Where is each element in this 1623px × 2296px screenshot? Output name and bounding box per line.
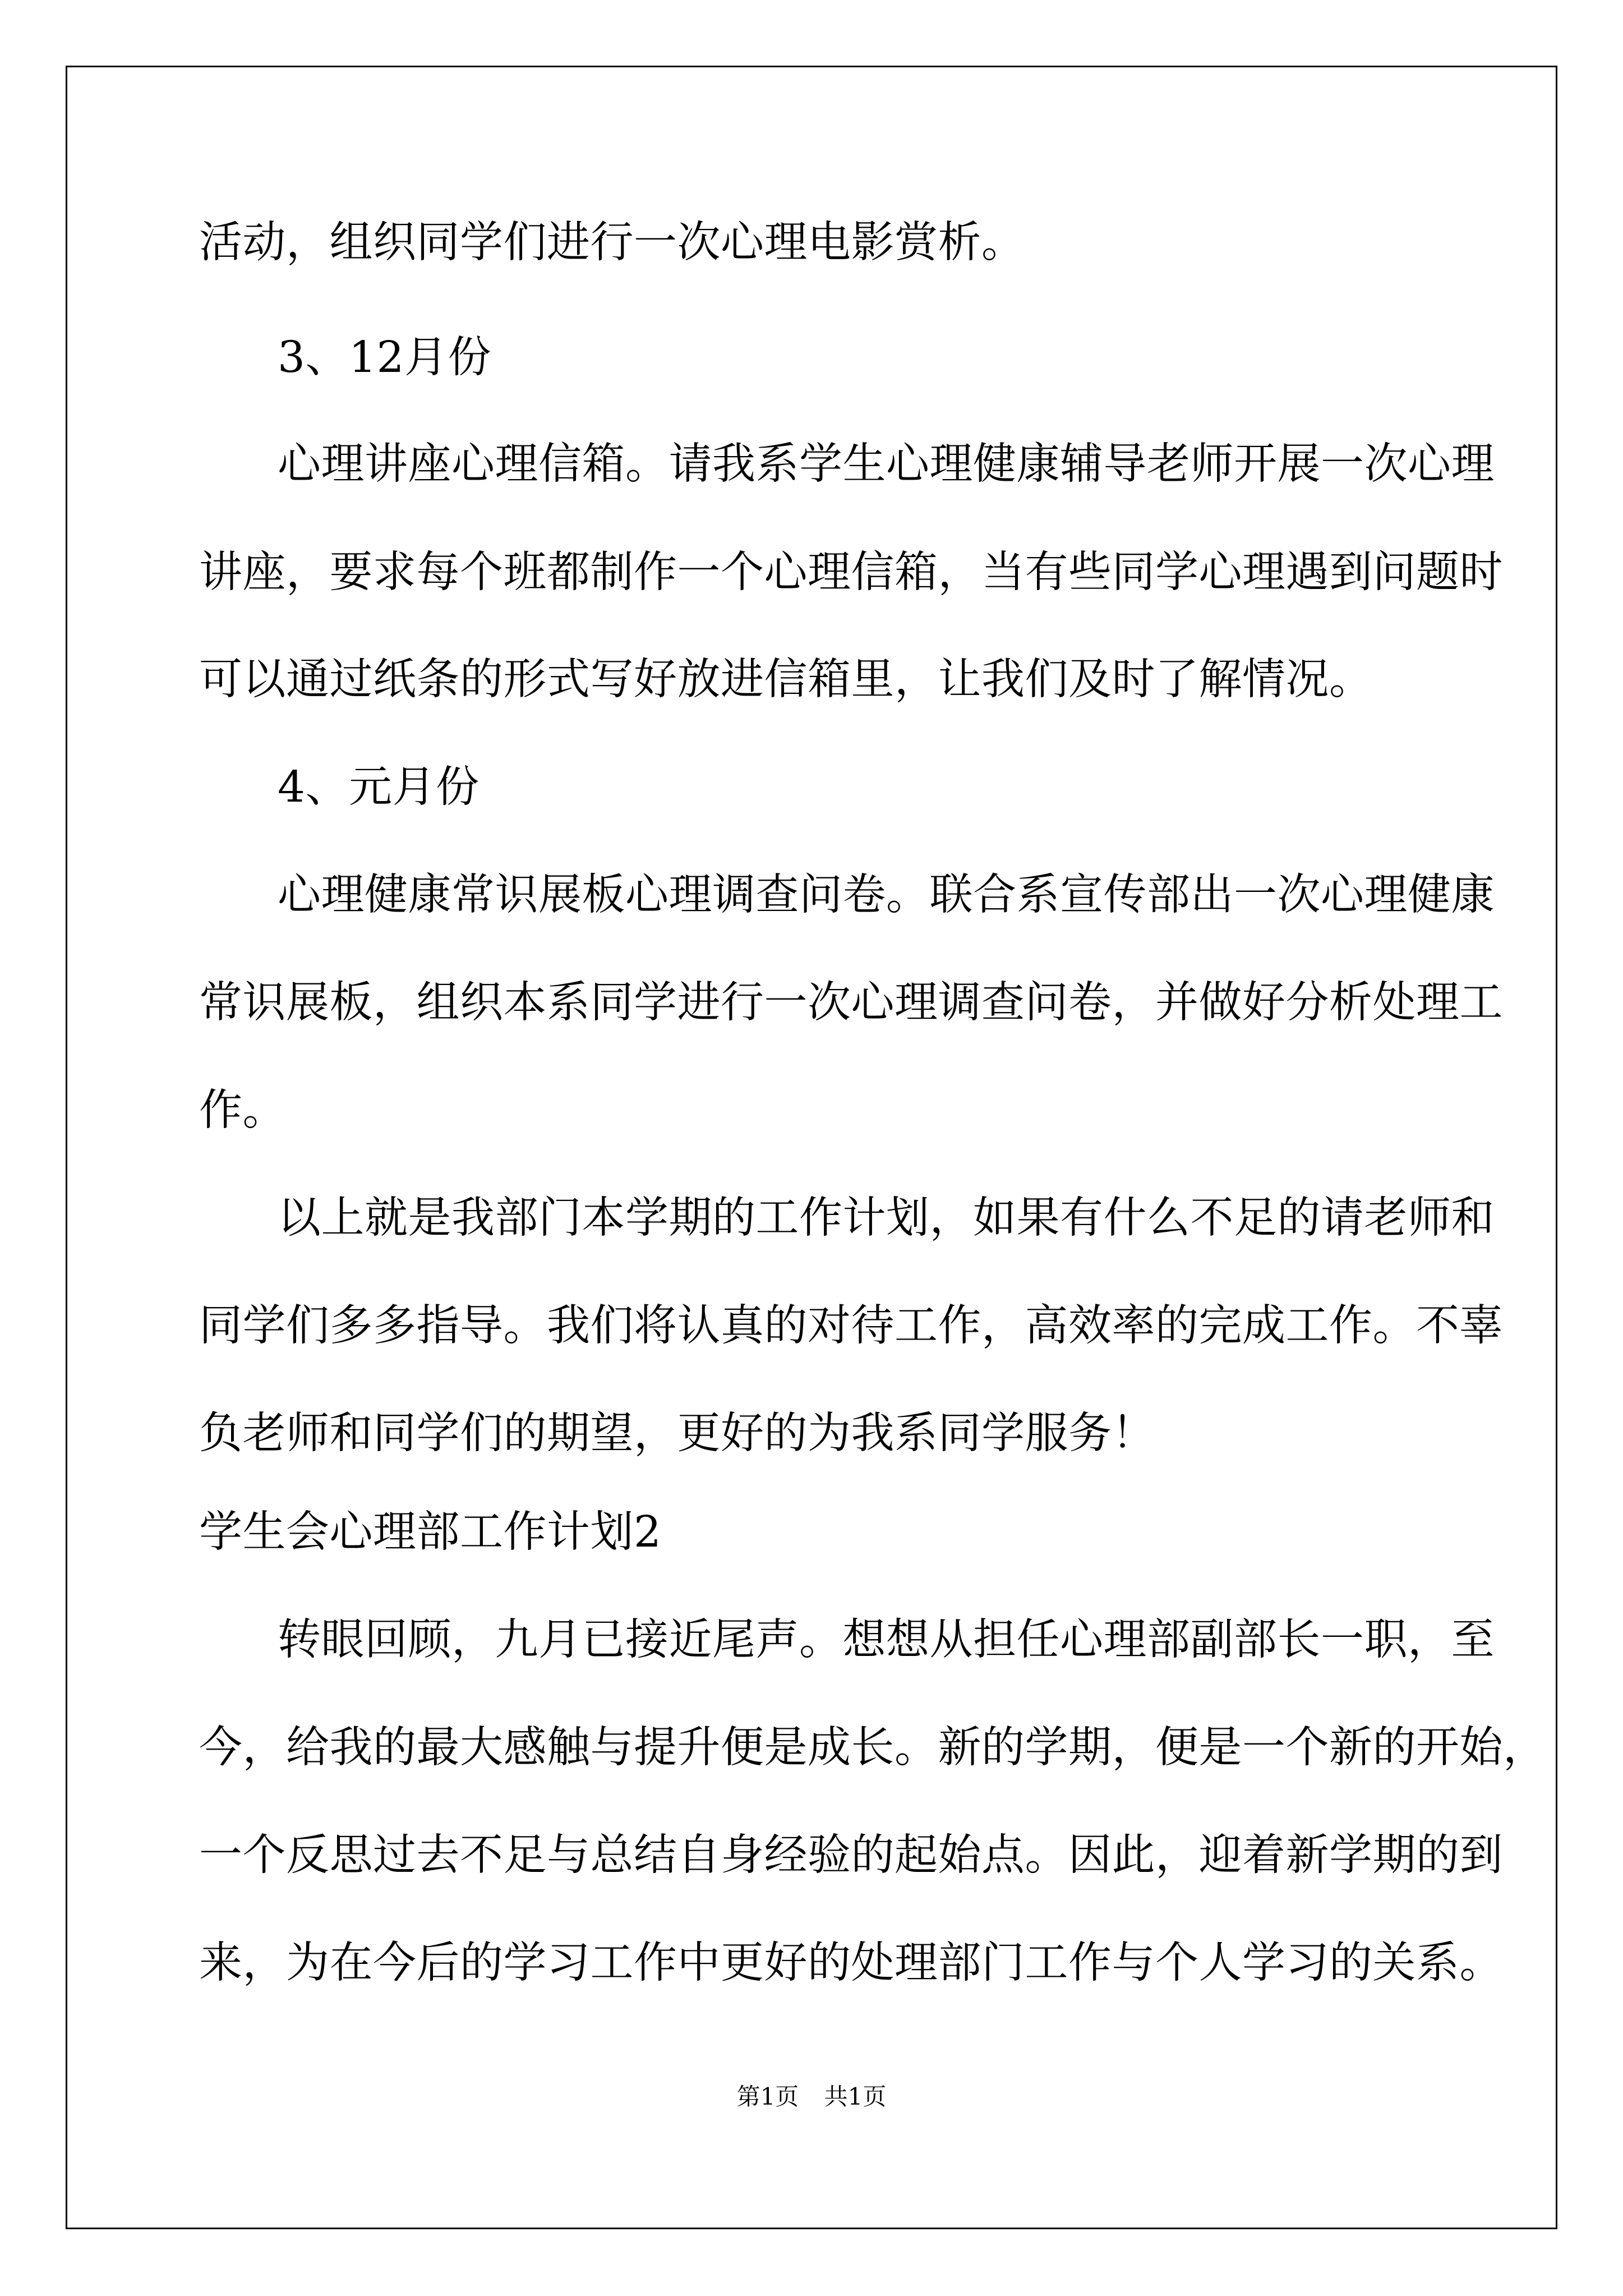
page-number: 第1页: [736, 2083, 799, 2110]
paragraph-line: 讲座，要求每个班都制作一个心理信箱，当有些同学心理遇到问题时: [199, 547, 1503, 597]
paragraph-line: 一个反思过去不足与总结自身经验的起始点。因此，迎着新学期的到: [199, 1830, 1503, 1880]
page-footer: [0, 2081, 1623, 2113]
paragraph-line: 负老师和同学们的期望，更好的为我系同学服务！: [199, 1409, 1155, 1458]
paragraph-line: 常识展板，组织本系同学进行一次心理调查问卷，并做好分析处理工: [199, 978, 1503, 1028]
document-subtitle: 学生会心理部工作计划2: [199, 1507, 662, 1557]
paragraph-line: 来，为在今后的学习工作中更好的处理部门工作与个人学习的关系。: [199, 1938, 1503, 1988]
section-heading: 4、元月份: [278, 762, 479, 812]
page-total: 共1页: [824, 2083, 887, 2110]
paragraph-line: 可以通过纸条的形式写好放进信箱里，让我们及时了解情况。: [199, 655, 1373, 705]
paragraph-line: 转眼回顾，九月已接近尾声。想想从担任心理部副部长一职，至: [278, 1615, 1495, 1665]
section-heading: 3、12月份: [278, 333, 491, 383]
paragraph-line: 同学们多多指导。我们将认真的对待工作，高效率的完成工作。不辜: [199, 1301, 1503, 1351]
paragraph-line: 心理健康常识展板心理调查问卷。联合系宣传部出一次心理健康: [278, 870, 1495, 920]
paragraph-line: 作。: [199, 1085, 286, 1135]
paragraph-line: 以上就是我部门本学期的工作计划，如果有什么不足的请老师和: [278, 1193, 1495, 1243]
paragraph-line: 心理讲座心理信箱。请我系学生心理健康辅导老师开展一次心理: [278, 439, 1495, 489]
paragraph-line: 活动，组织同学们进行一次心理电影赏析。: [199, 218, 1025, 268]
page-border: [66, 66, 1557, 2229]
paragraph-line: 今，给我的最大感触与提升便是成长。新的学期，便是一个新的开始，: [199, 1723, 1547, 1773]
